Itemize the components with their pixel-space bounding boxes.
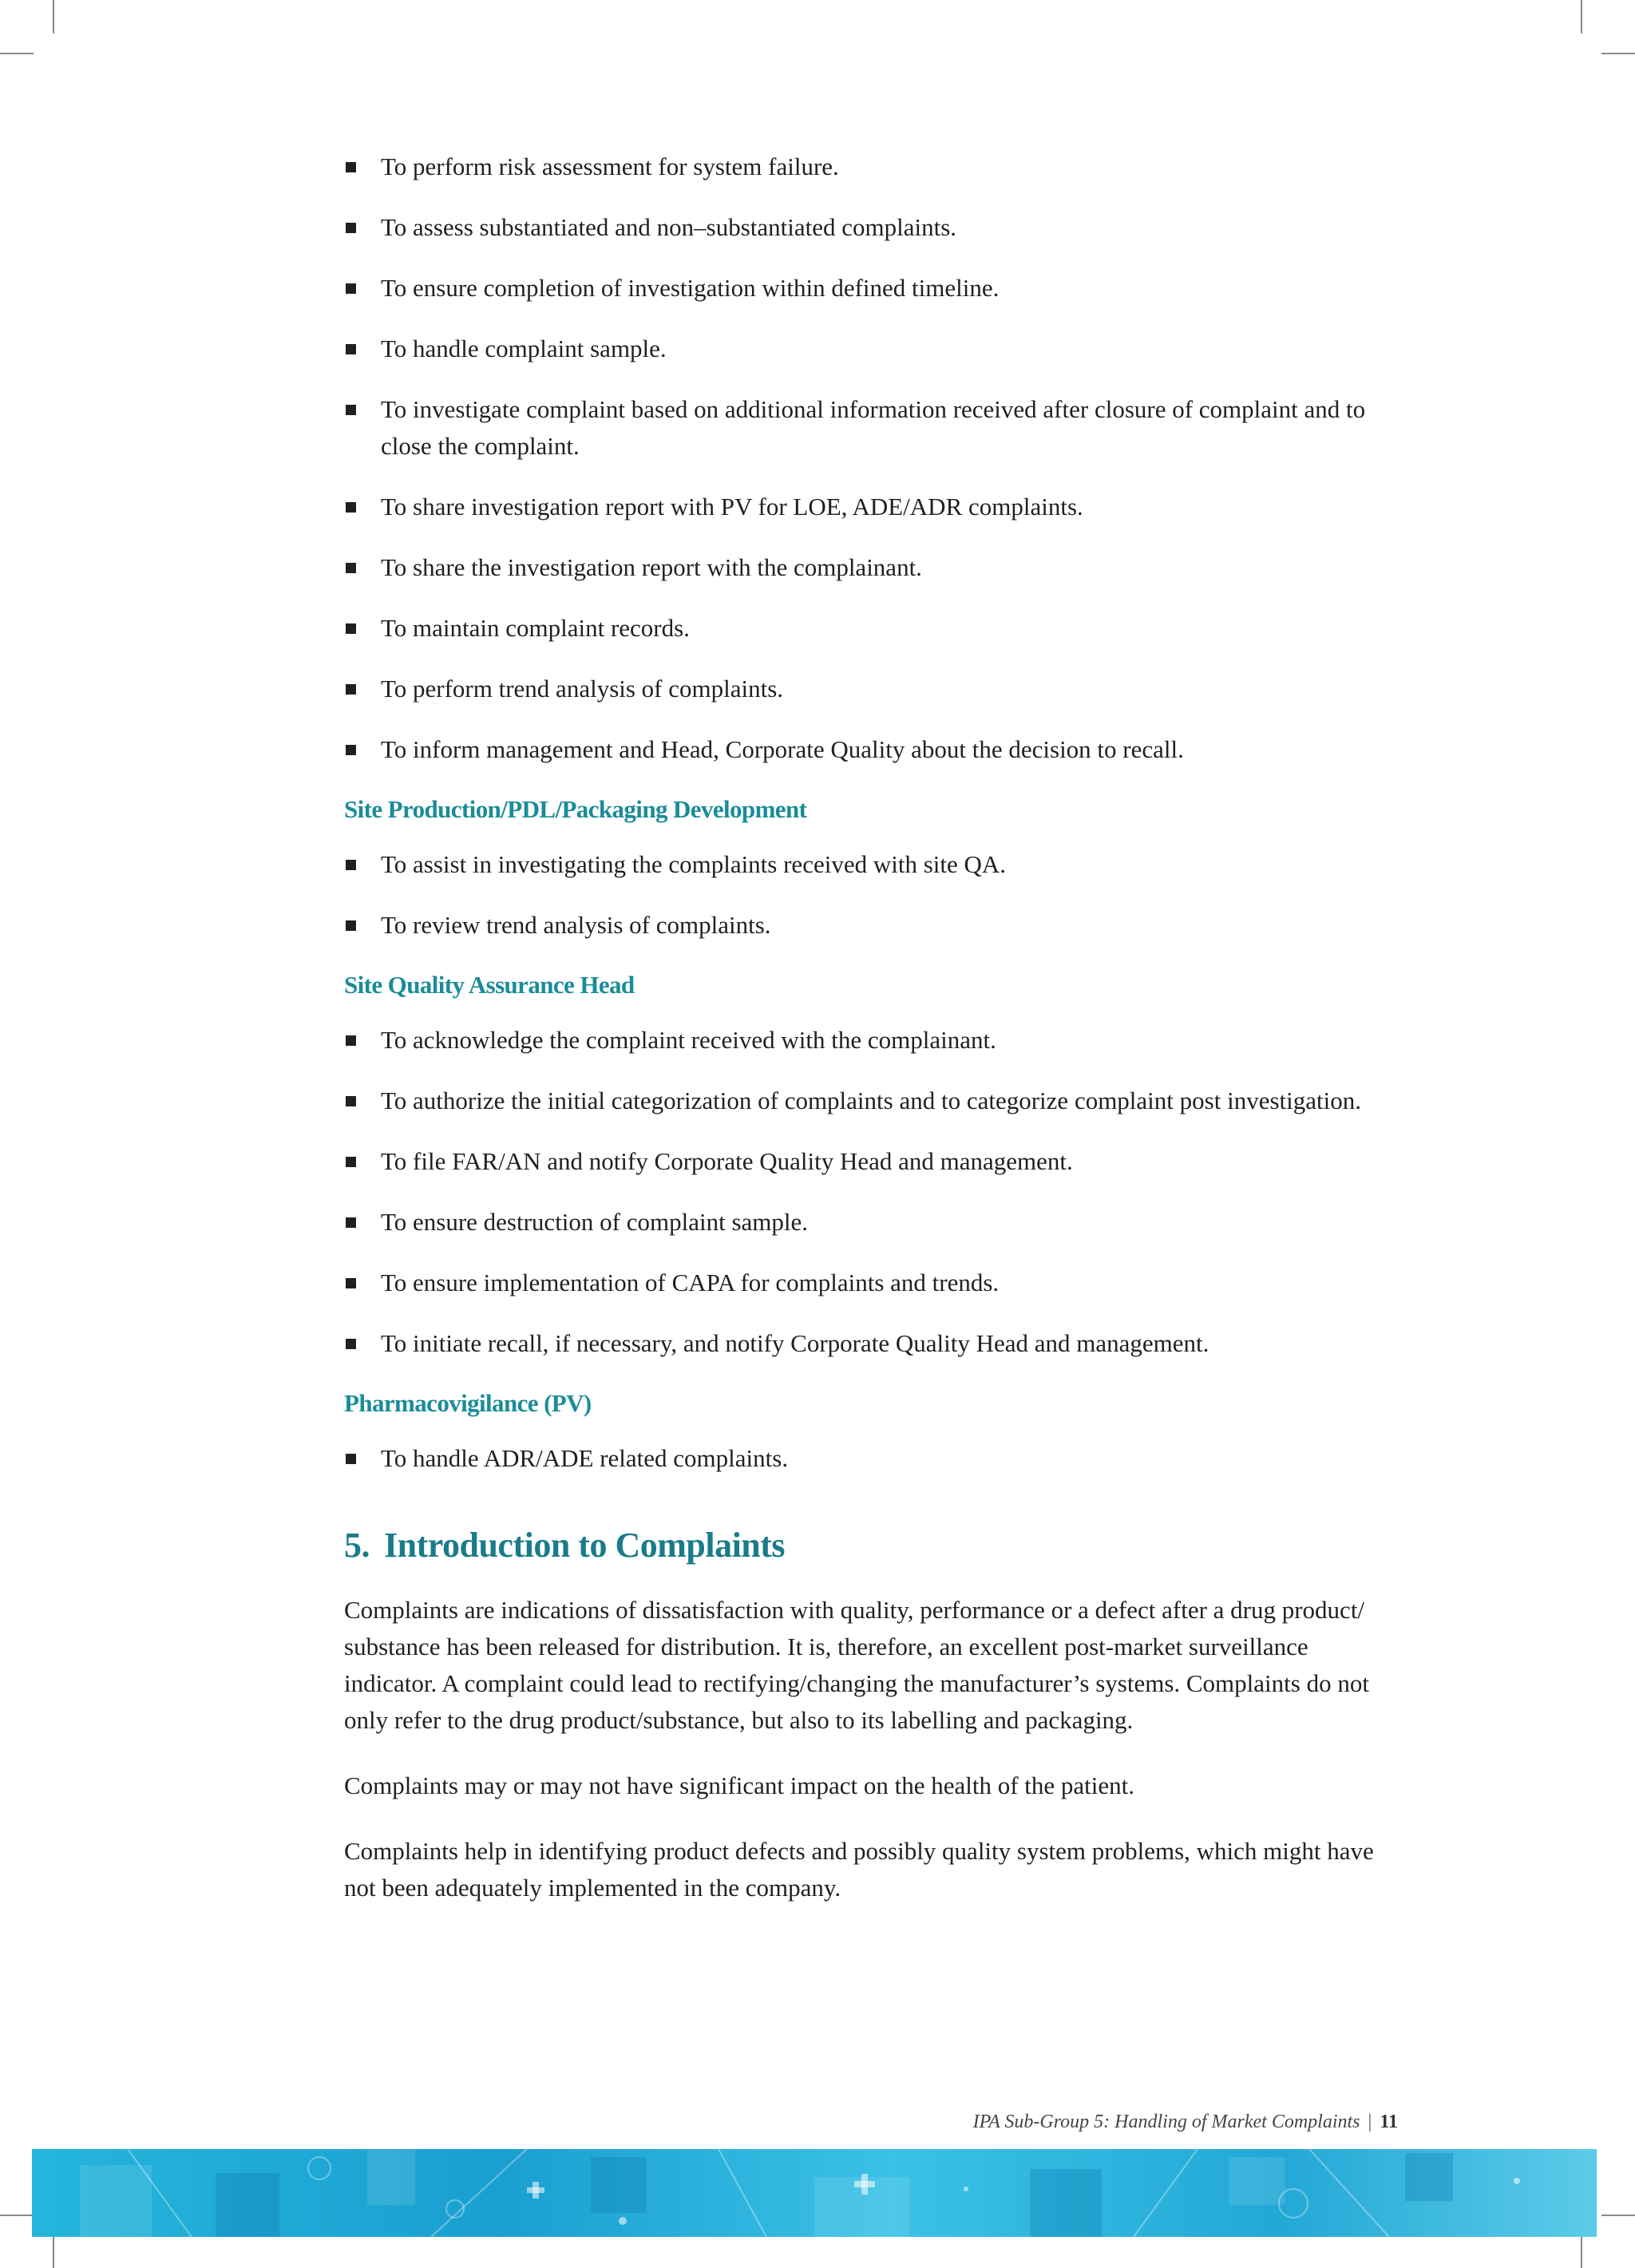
square-bullet-icon xyxy=(346,162,356,172)
list-item-text: To ensure destruction of complaint sample. xyxy=(381,1208,809,1236)
crop-mark xyxy=(1601,2215,1635,2216)
square-bullet-icon xyxy=(346,1454,356,1464)
page-number: 11 xyxy=(1380,2112,1398,2132)
square-bullet-icon xyxy=(346,405,356,415)
list-item xyxy=(344,209,1398,246)
square-bullet-icon xyxy=(346,1096,356,1106)
responsibility-list-site-qa xyxy=(344,148,1398,768)
list-item-text: To investigate complaint based on additional information received after closure of complaint and to close the complaint. xyxy=(381,395,1366,460)
list-item-text: To share investigation report with PV for LOE, ADE/ADR complaints. xyxy=(381,493,1083,520)
list-item xyxy=(344,731,1398,768)
crop-mark xyxy=(1581,0,1582,34)
square-bullet-icon xyxy=(346,1217,356,1228)
list-item-text: To perform risk assessment for system failure. xyxy=(381,152,839,180)
list-item-text: To maintain complaint records. xyxy=(381,614,690,642)
responsibility-list-site-production xyxy=(344,846,1398,944)
list-item-text: To acknowledge the complaint received with the complainant. xyxy=(381,1026,996,1054)
list-item-text: To authorize the initial categorization of complaints and to categorize complaint post investigation. xyxy=(381,1087,1361,1114)
square-bullet-icon xyxy=(346,1157,356,1167)
list-item xyxy=(344,1022,1398,1059)
list-item-text: To ensure completion of investigation within defined timeline. xyxy=(381,274,1000,302)
section-heading xyxy=(344,1523,1398,1568)
list-item-text: To handle ADR/ADE related complaints. xyxy=(381,1444,789,1472)
list-item-text: To initiate recall, if necessary, and notify Corporate Quality Head and management. xyxy=(381,1329,1209,1357)
crop-mark xyxy=(1581,2235,1582,2268)
subheading-site-qa-head: Site Quality Assurance Head xyxy=(344,971,635,999)
list-item xyxy=(344,1083,1398,1119)
list-item xyxy=(344,907,1398,944)
list-item xyxy=(344,489,1398,525)
body-paragraph: Complaints may or may not have significant impact on the health of the patient. xyxy=(344,1771,1135,1799)
square-bullet-icon xyxy=(346,283,356,294)
list-item xyxy=(344,1265,1398,1301)
body-paragraph: Complaints are indications of dissatisfaction with quality, performance or a defect after a drug product/ substance has been released for distribution. It is, therefore, an excellent post-market surveillance indicator. A complaint could lead to rectifying/changing the manufacturer’s systems. Complaints do not only refer to the drug product/substance, but also to its labelling and packaging. xyxy=(344,1596,1369,1734)
list-item-text: To review trend analysis of complaints. xyxy=(381,911,771,939)
list-item-text: To inform management and Head, Corporate Quality about the decision to recall. xyxy=(381,735,1184,763)
list-item-text: To ensure implementation of CAPA for complaints and trends. xyxy=(381,1269,1000,1296)
square-bullet-icon xyxy=(346,623,356,634)
square-bullet-icon xyxy=(346,1035,356,1046)
crop-mark xyxy=(1601,53,1635,54)
list-item-text: To perform trend analysis of complaints. xyxy=(381,675,784,703)
square-bullet-icon xyxy=(346,1339,356,1349)
square-bullet-icon xyxy=(346,344,356,354)
list-item xyxy=(344,1325,1398,1362)
square-bullet-icon xyxy=(346,920,356,931)
list-item xyxy=(344,148,1398,185)
footer-title: IPA Sub-Group 5: Handling of Market Complaints xyxy=(972,2112,1360,2132)
list-item xyxy=(344,270,1398,307)
list-item xyxy=(344,610,1398,647)
list-item xyxy=(344,1440,1398,1477)
square-bullet-icon xyxy=(346,502,356,513)
list-item xyxy=(344,331,1398,367)
page-footer xyxy=(973,2112,1398,2133)
banner-pattern-graphic xyxy=(32,2149,1597,2237)
list-item xyxy=(344,391,1398,465)
decorative-footer-banner xyxy=(32,2149,1597,2237)
footer-separator: | xyxy=(1368,2112,1372,2132)
list-item-text: To share the investigation report with the complainant. xyxy=(381,553,922,581)
square-bullet-icon xyxy=(346,684,356,695)
responsibility-list-pharmacovigilance xyxy=(344,1440,1398,1477)
square-bullet-icon xyxy=(346,860,356,870)
list-item-text: To file FAR/AN and notify Corporate Quality Head and management. xyxy=(381,1147,1073,1175)
section-number: 5. xyxy=(344,1526,370,1565)
subheading-site-production: Site Production/PDL/Packaging Development xyxy=(344,795,807,823)
list-item xyxy=(344,1143,1398,1180)
square-bullet-icon xyxy=(346,223,356,233)
list-item xyxy=(344,549,1398,586)
crop-mark xyxy=(53,0,54,34)
responsibility-list-site-qa-head xyxy=(344,1022,1398,1362)
crop-mark xyxy=(0,53,34,54)
crop-mark xyxy=(0,2215,34,2216)
square-bullet-icon xyxy=(346,1278,356,1288)
square-bullet-icon xyxy=(346,563,356,573)
list-item xyxy=(344,1204,1398,1241)
page-content xyxy=(344,148,1398,1935)
list-item xyxy=(344,846,1398,883)
section-title: Introduction to Complaints xyxy=(384,1526,786,1565)
list-item-text: To handle complaint sample. xyxy=(381,334,667,362)
list-item-text: To assess substantiated and non–substantiated complaints. xyxy=(381,213,957,241)
list-item xyxy=(344,671,1398,707)
subheading-pharmacovigilance: Pharmacovigilance (PV) xyxy=(344,1389,592,1417)
list-item-text: To assist in investigating the complaints received with site QA. xyxy=(381,850,1007,878)
crop-mark xyxy=(53,2235,54,2268)
body-paragraph: Complaints help in identifying product defects and possibly quality system problems, which might have not been adequately implemented in the company. xyxy=(344,1837,1374,1902)
square-bullet-icon xyxy=(346,745,356,755)
